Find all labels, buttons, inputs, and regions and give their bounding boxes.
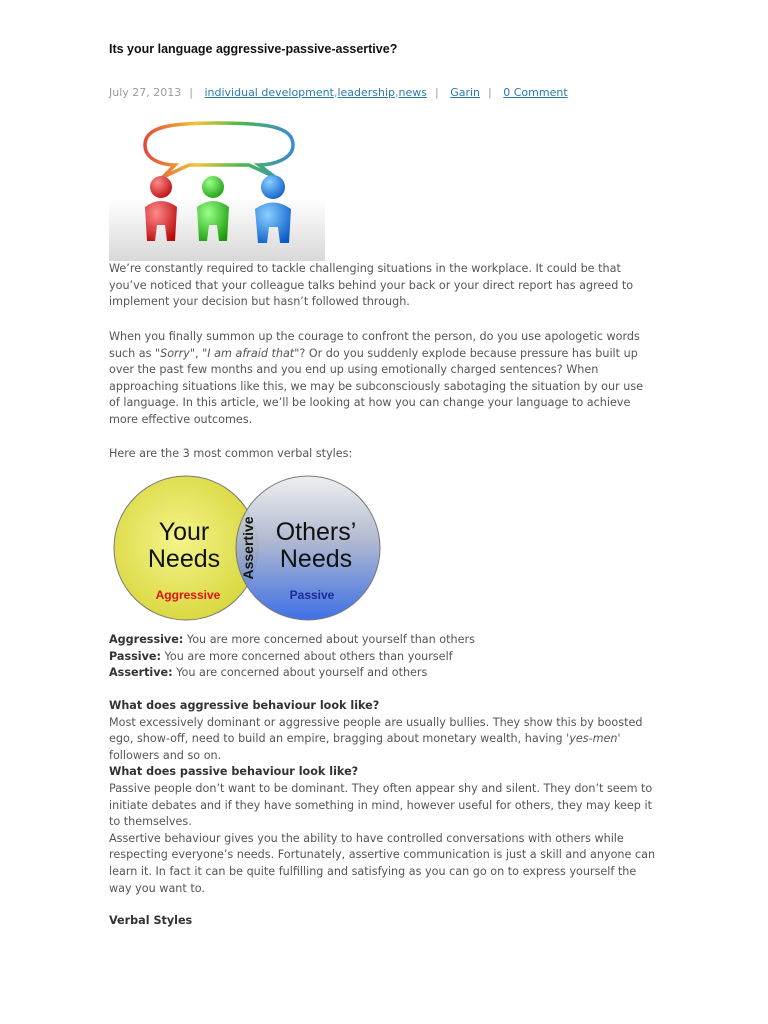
separator: | bbox=[189, 86, 193, 99]
comments-link[interactable]: 0 Comment bbox=[503, 86, 568, 99]
intro-paragraph: We’re constantly required to tackle challenging situations in the workplace. It could be that you’ve noticed that your colleague talks behind your back or your direct report has agreed to implement your decision but hasn’t followed through. bbox=[109, 262, 634, 309]
section-body: Assertive behaviour gives you the ability to have controlled conversations with others while respecting everyone’s needs. Fortunately, assertive communication is just a skill and anyone can learn it. In fact it can be quite fulfilling and satisfying as you can go on to express yourself the way you want to. bbox=[109, 831, 656, 895]
section-body: Passive people don’t want to be dominant. They often appear shy and silent. They don’t seem to initiate debates and if they have something in mind, however useful for others, they may keep it to themselves. bbox=[109, 781, 653, 829]
intro-paragraph: When you finally summon up the courage to confront the person, do you use apologetic words such as "Sorry", "I am afraid that"? Or do you suddenly explode because pressure has built up over the past few months and you end up using emotionally charged sentences? When approaching situations like this, we may be subconsciously sabotaging the situation by our use of language. In this article, we’ll be looking at how you can change your language to achieve more effective outcomes. bbox=[109, 330, 644, 426]
style-definition: Assertive: You are concerned about yourself and others bbox=[109, 666, 428, 680]
category-link[interactable]: news bbox=[398, 86, 427, 99]
verbal-styles-heading: Verbal Styles bbox=[109, 914, 193, 927]
post-meta: July 27, 2013 | individual development,leadership,news | Garin | 0 Comment bbox=[109, 86, 568, 99]
emphasis-text: I am afraid that bbox=[207, 346, 295, 360]
assertive-label: Assertive bbox=[240, 516, 256, 580]
category-link[interactable]: individual development bbox=[204, 86, 334, 99]
three-people-speech-bubble-image bbox=[109, 121, 325, 261]
post-date: July 27, 2013 bbox=[109, 86, 182, 99]
emphasis-text: yes-men bbox=[569, 732, 618, 746]
intro-paragraph: Here are the 3 most common verbal styles: bbox=[109, 447, 353, 460]
emphasis-text: Sorry bbox=[160, 346, 190, 360]
style-definition: Aggressive: You are more concerned about yourself than others bbox=[109, 633, 475, 646]
section-heading: What does aggressive behaviour look like? bbox=[109, 699, 380, 712]
venn-left-line1: Your bbox=[158, 518, 210, 546]
venn-right-line2: Needs bbox=[279, 545, 353, 573]
separator: | bbox=[488, 86, 492, 99]
separator: | bbox=[434, 86, 439, 99]
passive-label: Passive bbox=[289, 588, 335, 602]
section-body: Most excessively dominant or aggressive people are usually bullies. They show this by boosted ego, show-off, need to build an empire, bragging about monetary wealth, having 'yes-men' followers and so on. bbox=[109, 715, 643, 762]
venn-diagram bbox=[112, 472, 384, 624]
category-link[interactable]: leadership bbox=[337, 86, 396, 99]
venn-right-line1: Others’ bbox=[275, 518, 357, 546]
style-definition: Passive: You are more concerned about others than yourself bbox=[109, 649, 453, 663]
aggressive-label: Aggressive bbox=[155, 588, 221, 602]
styles-list bbox=[109, 632, 657, 682]
author-link[interactable]: Garin bbox=[450, 86, 481, 99]
venn-left-line2: Needs bbox=[147, 545, 221, 573]
post-title: Its your language aggressive-passive-assertive? bbox=[109, 42, 398, 56]
aggressive-section bbox=[109, 698, 657, 897]
section-heading: What does passive behaviour look like? bbox=[109, 765, 359, 779]
